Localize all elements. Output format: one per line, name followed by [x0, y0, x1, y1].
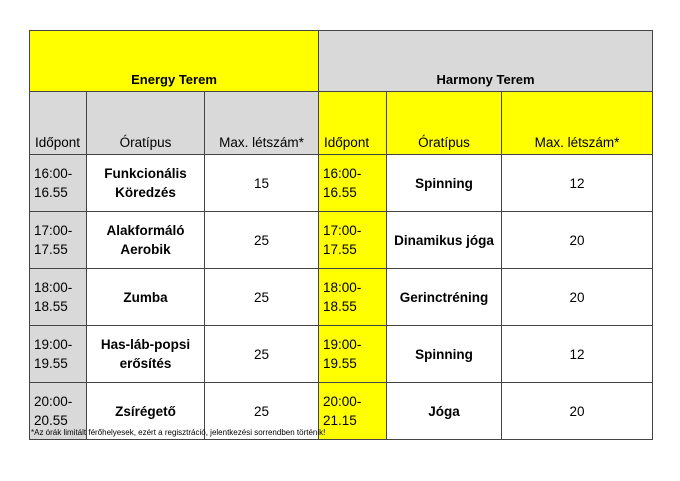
harmony-time-cell [319, 326, 387, 383]
energy-time-cell [30, 269, 87, 326]
time-end: 17.55 [323, 242, 357, 257]
harmony-time-cell [319, 212, 387, 269]
harmony-max-cell: 20 [502, 269, 653, 326]
harmony-max-cell: 20 [502, 383, 653, 440]
energy-time-cell [30, 212, 87, 269]
time-end: 19.55 [323, 356, 357, 371]
energy-type-cell [87, 269, 205, 326]
schedule-table [29, 30, 653, 440]
energy-type-cell [87, 326, 205, 383]
time-end: 20.55 [34, 413, 68, 428]
energy-time-header: Időpont [30, 92, 87, 155]
energy-max-header: Max. létszám* [205, 92, 319, 155]
energy-max-cell: 25 [205, 212, 319, 269]
table-row [30, 212, 653, 269]
class-name-line-1: Zsírégető [115, 403, 176, 419]
energy-type-header: Óratípus [87, 92, 205, 155]
time-start: 16:00- [323, 166, 362, 181]
time-start: 20:00- [34, 394, 73, 409]
time-end: 19.55 [34, 356, 68, 371]
class-name-line-1: Funkcionális [104, 166, 187, 181]
room-header-row [30, 31, 653, 92]
harmony-max-cell: 12 [502, 155, 653, 212]
time-start: 18:00- [323, 280, 362, 295]
harmony-type-cell: Gerinctréning [387, 269, 502, 326]
time-start: 16:00- [34, 166, 73, 181]
table-row [30, 326, 653, 383]
energy-max-cell: 25 [205, 326, 319, 383]
time-start: 19:00- [323, 337, 362, 352]
harmony-type-cell: Jóga [387, 383, 502, 440]
harmony-type-cell: Spinning [387, 155, 502, 212]
harmony-time-cell [319, 383, 387, 440]
time-start: 17:00- [323, 223, 362, 238]
time-end: 21.15 [323, 413, 357, 428]
energy-type-cell [87, 155, 205, 212]
harmony-type-cell: Spinning [387, 326, 502, 383]
energy-type-cell [87, 212, 205, 269]
harmony-type-cell: Dinamikus jóga [387, 212, 502, 269]
harmony-time-cell [319, 155, 387, 212]
time-start: 19:00- [34, 337, 73, 352]
harmony-max-header: Max. létszám* [502, 92, 653, 155]
class-name-line-1: Alakformáló [106, 223, 185, 238]
time-end: 17.55 [34, 242, 68, 257]
harmony-time-cell [319, 269, 387, 326]
time-start: 17:00- [34, 223, 73, 238]
energy-max-cell: 15 [205, 155, 319, 212]
energy-max-cell: 25 [205, 383, 319, 440]
energy-room-title: Energy Terem [30, 31, 319, 92]
harmony-room-title: Harmony Terem [319, 31, 653, 92]
time-end: 16.55 [34, 185, 68, 200]
energy-time-cell [30, 155, 87, 212]
energy-time-cell [30, 326, 87, 383]
harmony-time-header: Időpont [319, 92, 387, 155]
column-header-row [30, 92, 653, 155]
time-end: 16.55 [323, 185, 357, 200]
class-name-line-2: erősítés [119, 356, 172, 371]
time-start: 18:00- [34, 280, 73, 295]
time-end: 18.55 [34, 299, 68, 314]
table-row [30, 269, 653, 326]
time-start: 20:00- [323, 394, 362, 409]
class-name-line-1: Zumba [123, 289, 168, 305]
table-row [30, 155, 653, 212]
harmony-max-cell: 20 [502, 212, 653, 269]
energy-max-cell: 25 [205, 269, 319, 326]
footnote: *Az órák limitált férőhelyesek, ezért a regisztráció, jelentkezési sorrendben történik! [31, 428, 326, 437]
harmony-max-cell: 12 [502, 326, 653, 383]
harmony-type-header: Óratípus [387, 92, 502, 155]
class-name-line-2: Köredzés [115, 185, 176, 200]
class-name-line-1: Has-láb-popsi [100, 337, 191, 352]
time-end: 18.55 [323, 299, 357, 314]
class-name-line-2: Aerobik [120, 242, 171, 257]
